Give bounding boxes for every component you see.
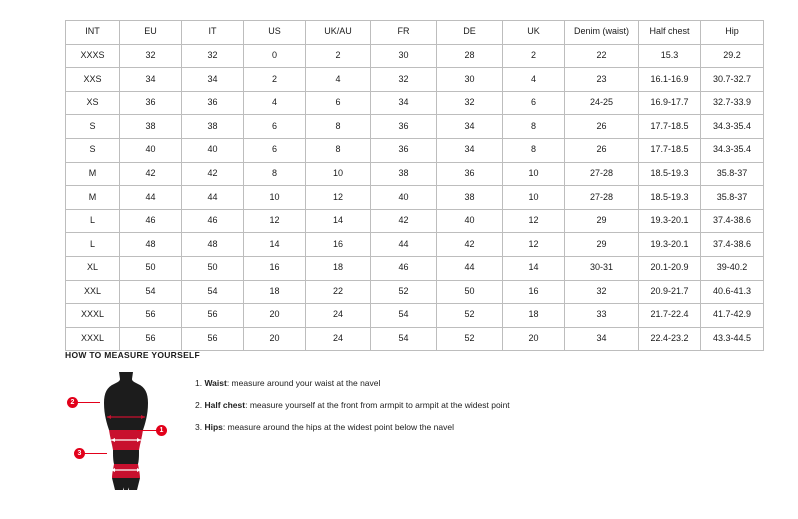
column-header-it: IT: [182, 21, 244, 45]
cell: 12: [244, 209, 306, 233]
cell: 46: [120, 209, 182, 233]
cell: 36: [371, 115, 437, 139]
table-header: [66, 21, 764, 45]
cell: 56: [182, 304, 244, 328]
cell: 38: [371, 162, 437, 186]
cell: 52: [371, 280, 437, 304]
cell: 18: [306, 256, 371, 280]
table-row: [66, 115, 764, 139]
cell: 50: [182, 256, 244, 280]
cell: 34: [182, 68, 244, 92]
cell: 44: [120, 186, 182, 210]
cell: L: [66, 233, 120, 257]
cell: 46: [371, 256, 437, 280]
cell: 18: [244, 280, 306, 304]
cell: 15.3: [639, 44, 701, 68]
cell: 21.7-22.4: [639, 304, 701, 328]
cell: 24: [306, 304, 371, 328]
cell: 8: [306, 138, 371, 162]
cell: 12: [503, 209, 565, 233]
how-to-measure-body: [65, 370, 755, 495]
cell: XXXL: [66, 327, 120, 351]
measurement-steps: [195, 370, 510, 445]
cell: 30.7-32.7: [701, 68, 764, 92]
cell: XXXL: [66, 304, 120, 328]
cell: 10: [503, 162, 565, 186]
callout-badge-3: 3: [74, 448, 85, 459]
cell: 39-40.2: [701, 256, 764, 280]
cell: 6: [306, 91, 371, 115]
cell: 29: [565, 209, 639, 233]
callout-line-waist: [137, 430, 157, 431]
callout-line-hips: [85, 453, 107, 454]
cell: 6: [244, 138, 306, 162]
cell: 30: [371, 44, 437, 68]
cell: 26: [565, 138, 639, 162]
cell: 29: [565, 233, 639, 257]
step-term: Hips: [204, 422, 223, 433]
measurement-step-waist: [195, 378, 510, 388]
measurement-figure: [65, 370, 185, 495]
cell: M: [66, 162, 120, 186]
measurement-step-hips: [195, 422, 510, 432]
cell: 54: [182, 280, 244, 304]
cell: XXXS: [66, 44, 120, 68]
cell: 52: [437, 304, 503, 328]
cell: 28: [437, 44, 503, 68]
cell: 18.5-19.3: [639, 162, 701, 186]
cell: 10: [503, 186, 565, 210]
column-header-us: US: [244, 21, 306, 45]
cell: 34: [437, 115, 503, 139]
cell: 8: [503, 138, 565, 162]
cell: 48: [120, 233, 182, 257]
cell: 20.9-21.7: [639, 280, 701, 304]
cell: 44: [182, 186, 244, 210]
cell: M: [66, 186, 120, 210]
table-row: [66, 186, 764, 210]
table-row: [66, 256, 764, 280]
cell: 8: [503, 115, 565, 139]
cell: 36: [371, 138, 437, 162]
cell: 30: [437, 68, 503, 92]
cell: S: [66, 138, 120, 162]
callout-line-half-chest: [78, 402, 100, 403]
cell: 54: [120, 280, 182, 304]
cell: 2: [503, 44, 565, 68]
table-row: [66, 44, 764, 68]
cell: 42: [120, 162, 182, 186]
cell: 32.7-33.9: [701, 91, 764, 115]
cell: 50: [437, 280, 503, 304]
cell: 24-25: [565, 91, 639, 115]
cell: 38: [182, 115, 244, 139]
size-table-container: [65, 20, 752, 351]
cell: 24: [306, 327, 371, 351]
cell: 38: [120, 115, 182, 139]
callout-badge-2: 2: [67, 397, 78, 408]
cell: 20: [503, 327, 565, 351]
cell: 18: [503, 304, 565, 328]
cell: 35.8-37: [701, 186, 764, 210]
cell: 20.1-20.9: [639, 256, 701, 280]
cell: 42: [437, 233, 503, 257]
table-row: [66, 162, 764, 186]
column-header-eu: EU: [120, 21, 182, 45]
cell: 8: [306, 115, 371, 139]
cell: 40: [182, 138, 244, 162]
cell: 37.4-38.6: [701, 233, 764, 257]
cell: 16: [244, 256, 306, 280]
column-header-fr: FR: [371, 21, 437, 45]
cell: 42: [371, 209, 437, 233]
cell: 16.9-17.7: [639, 91, 701, 115]
cell: 16.1-16.9: [639, 68, 701, 92]
cell: 34: [565, 327, 639, 351]
cell: 42: [182, 162, 244, 186]
measurement-step-half-chest: [195, 400, 510, 410]
step-text: : measure around the hips at the widest point below the navel: [222, 422, 454, 433]
cell: 52: [437, 327, 503, 351]
table-header-row: [66, 21, 764, 45]
size-chart-table: [65, 20, 764, 351]
cell: 27-28: [565, 186, 639, 210]
column-header-hip: Hip: [701, 21, 764, 45]
cell: 34: [371, 91, 437, 115]
cell: 32: [371, 68, 437, 92]
cell: 32: [437, 91, 503, 115]
how-to-measure-section: [65, 350, 755, 495]
cell: 4: [306, 68, 371, 92]
cell: 10: [244, 186, 306, 210]
cell: 4: [244, 91, 306, 115]
cell: 40: [120, 138, 182, 162]
cell: 38: [437, 186, 503, 210]
cell: 35.8-37: [701, 162, 764, 186]
cell: 36: [182, 91, 244, 115]
cell: 48: [182, 233, 244, 257]
step-number: 3.: [195, 422, 203, 433]
cell: 6: [244, 115, 306, 139]
callout-badge-1: 1: [156, 425, 167, 436]
cell: 33: [565, 304, 639, 328]
cell: 4: [503, 68, 565, 92]
cell: XL: [66, 256, 120, 280]
cell: 40: [437, 209, 503, 233]
cell: 44: [371, 233, 437, 257]
cell: 14: [503, 256, 565, 280]
cell: 54: [371, 304, 437, 328]
step-number: 1.: [195, 378, 203, 388]
cell: 27-28: [565, 162, 639, 186]
step-term: Waist: [204, 378, 227, 388]
table-row: [66, 327, 764, 351]
cell: 56: [182, 327, 244, 351]
cell: 54: [371, 327, 437, 351]
table-row: [66, 138, 764, 162]
column-header-ukau: UK/AU: [306, 21, 371, 45]
cell: 19.3-20.1: [639, 233, 701, 257]
table-row: [66, 233, 764, 257]
cell: 50: [120, 256, 182, 280]
cell: 34: [437, 138, 503, 162]
cell: 17.7-18.5: [639, 115, 701, 139]
cell: 19.3-20.1: [639, 209, 701, 233]
cell: 30-31: [565, 256, 639, 280]
cell: 29.2: [701, 44, 764, 68]
cell: 46: [182, 209, 244, 233]
step-text: : measure around your waist at the navel: [226, 378, 381, 388]
table-body: [66, 44, 764, 351]
cell: 40: [371, 186, 437, 210]
step-term: Half chest: [204, 400, 246, 411]
column-header-denim-waist: Denim (waist): [565, 21, 639, 45]
cell: 2: [306, 44, 371, 68]
column-header-uk: UK: [503, 21, 565, 45]
cell: 18.5-19.3: [639, 186, 701, 210]
cell: 10: [306, 162, 371, 186]
how-to-measure-title: HOW TO MEASURE YOURSELF: [65, 350, 201, 360]
cell: 16: [306, 233, 371, 257]
cell: 2: [244, 68, 306, 92]
column-header-half-chest: Half chest: [639, 21, 701, 45]
cell: 40.6-41.3: [701, 280, 764, 304]
cell: 0: [244, 44, 306, 68]
step-text: : measure yourself at the front from armpit to armpit at the widest point: [245, 400, 510, 411]
cell: S: [66, 115, 120, 139]
step-number: 2.: [195, 400, 203, 411]
cell: 37.4-38.6: [701, 209, 764, 233]
cell: 23: [565, 68, 639, 92]
cell: 36: [120, 91, 182, 115]
cell: 12: [503, 233, 565, 257]
cell: 14: [306, 209, 371, 233]
cell: XXL: [66, 280, 120, 304]
cell: 22: [565, 44, 639, 68]
cell: L: [66, 209, 120, 233]
cell: 44: [437, 256, 503, 280]
table-row: [66, 68, 764, 92]
cell: XXS: [66, 68, 120, 92]
cell: 22: [306, 280, 371, 304]
cell: 32: [182, 44, 244, 68]
table-row: [66, 280, 764, 304]
column-header-int: INT: [66, 21, 120, 45]
table-row: [66, 91, 764, 115]
cell: 17.7-18.5: [639, 138, 701, 162]
cell: 41.7-42.9: [701, 304, 764, 328]
cell: 20: [244, 327, 306, 351]
cell: 56: [120, 327, 182, 351]
cell: 43.3-44.5: [701, 327, 764, 351]
cell: 34.3-35.4: [701, 138, 764, 162]
column-header-de: DE: [437, 21, 503, 45]
cell: 16: [503, 280, 565, 304]
cell: 56: [120, 304, 182, 328]
cell: 14: [244, 233, 306, 257]
cell: 6: [503, 91, 565, 115]
cell: 22.4-23.2: [639, 327, 701, 351]
cell: 32: [565, 280, 639, 304]
table-row: [66, 304, 764, 328]
cell: 26: [565, 115, 639, 139]
cell: 34.3-35.4: [701, 115, 764, 139]
cell: 36: [437, 162, 503, 186]
table-row: [66, 209, 764, 233]
cell: XS: [66, 91, 120, 115]
cell: 8: [244, 162, 306, 186]
cell: 12: [306, 186, 371, 210]
cell: 20: [244, 304, 306, 328]
cell: 34: [120, 68, 182, 92]
cell: 32: [120, 44, 182, 68]
